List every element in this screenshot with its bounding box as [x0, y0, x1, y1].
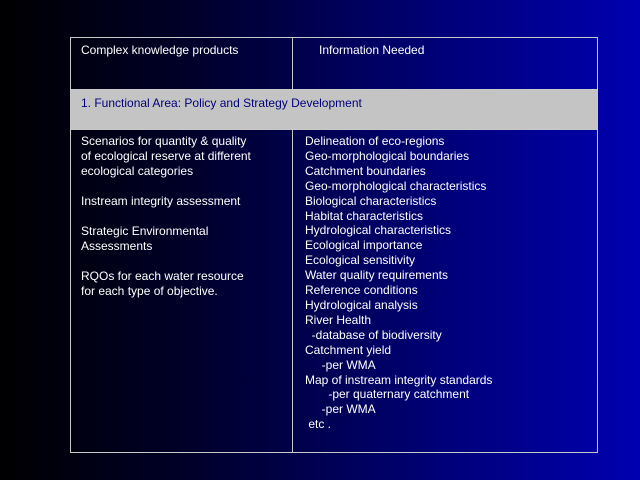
information-item: -per WMA	[305, 402, 376, 417]
information-item: River Health	[305, 312, 372, 327]
table-body-row	[71, 130, 597, 452]
information-item: Biological characteristics	[305, 193, 437, 208]
information-item: Catchment boundaries	[305, 163, 426, 178]
information-item: Delineation of eco-regions	[305, 134, 445, 148]
information-item: Habitat characteristics	[305, 208, 424, 223]
information-column	[305, 134, 492, 432]
information-item: Ecological sensitivity	[305, 253, 416, 268]
column-divider-body	[292, 130, 293, 452]
knowledge-products-table	[70, 37, 598, 453]
product-item: RQOs for each water resource for each type of objective.	[81, 269, 244, 298]
information-item: -database of biodiversity	[305, 327, 442, 342]
functional-area-title: 1. Functional Area: Policy and Strategy Development	[81, 96, 362, 110]
column-divider-header	[292, 38, 293, 90]
information-item: Hydrological analysis	[305, 297, 418, 312]
product-item: Strategic Environmental Assessments	[81, 224, 209, 253]
products-column	[81, 134, 286, 314]
information-item: Map of instream integrity standards	[305, 372, 493, 387]
header-complex-knowledge-products: Complex knowledge products	[81, 43, 239, 57]
information-item: Geo-morphological characteristics	[305, 178, 487, 193]
information-item: Geo-morphological boundaries	[305, 148, 470, 163]
product-item: Instream integrity assessment	[81, 194, 241, 208]
information-item: Hydrological characteristics	[305, 223, 452, 238]
table-header-row	[71, 38, 597, 90]
product-item: Scenarios for quantity & quality of ecological reserve at different ecological categories	[81, 134, 251, 178]
information-item: -per WMA	[305, 357, 376, 372]
information-item: Ecological importance	[305, 238, 423, 253]
information-item: Reference conditions	[305, 283, 418, 298]
information-item: Water quality requirements	[305, 268, 448, 283]
information-item: etc .	[305, 417, 332, 432]
information-item: Catchment yield	[305, 342, 392, 357]
header-information-needed: Information Needed	[319, 43, 425, 57]
information-item: -per quaternary catchment	[305, 387, 470, 402]
functional-area-row	[71, 90, 597, 130]
